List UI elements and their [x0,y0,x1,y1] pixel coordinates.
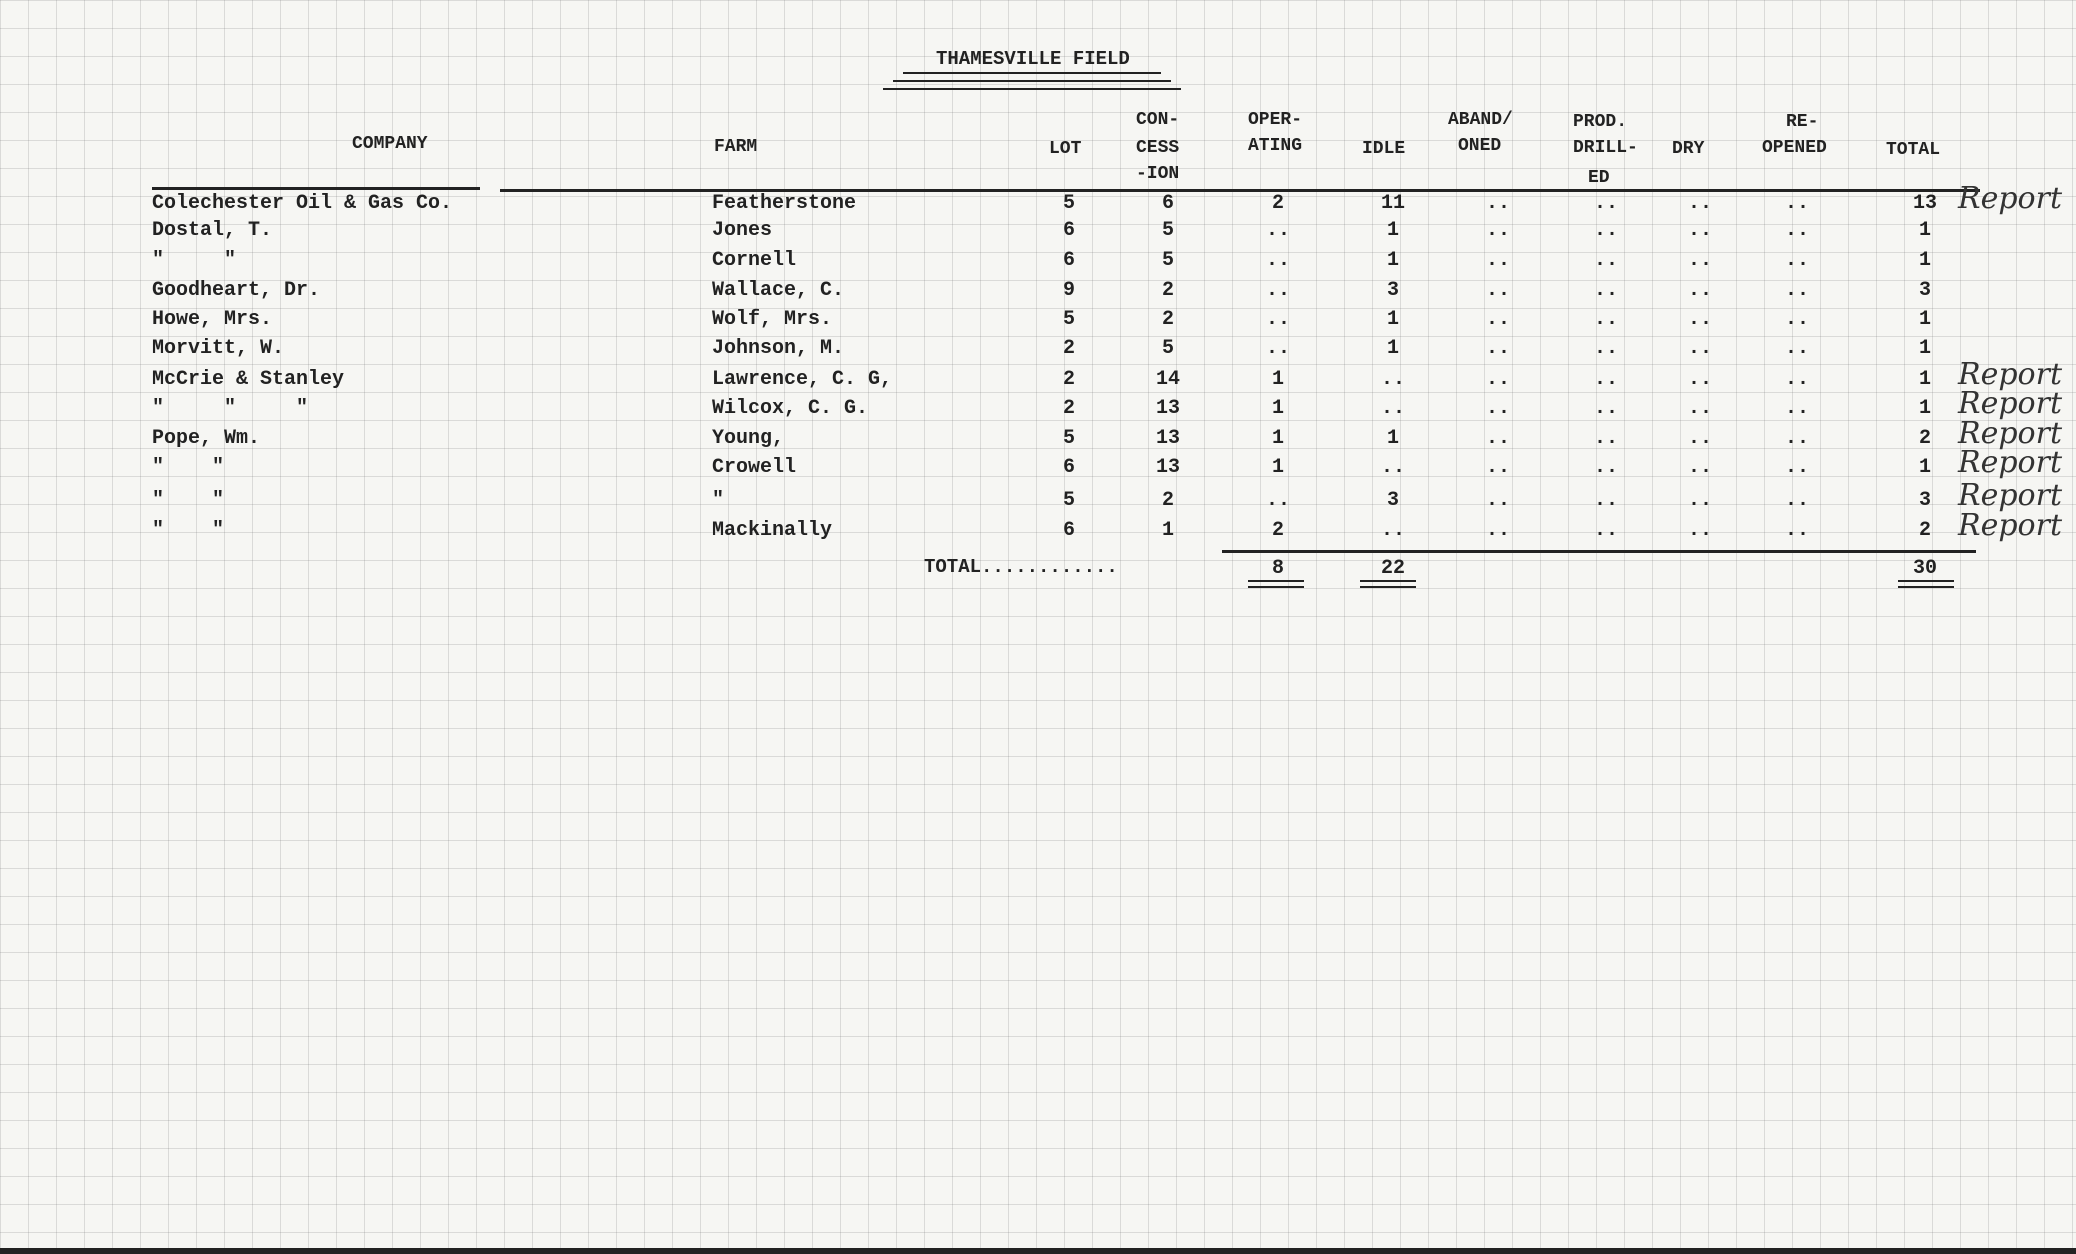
company-cell: Dostal, T. [152,219,273,242]
abandoned-cell: .. [1485,219,1510,242]
reopened-cell: .. [1784,337,1809,360]
lot-cell: 6 [1062,249,1075,272]
prod-drilled-cell: .. [1593,249,1618,272]
totals-operating: 8 [1271,557,1284,580]
abandoned-cell: .. [1485,519,1510,542]
operating-cell: 1 [1271,397,1284,420]
prod-drilled-cell: .. [1593,192,1618,215]
title-underline [893,80,1171,82]
totals-underline-idle [1360,586,1416,588]
header-operating-1: OPER- [1248,110,1303,130]
header-farm: FARM [714,137,758,157]
idle-cell: 1 [1386,308,1399,331]
prod-drilled-cell: .. [1593,519,1618,542]
handwritten-note: Report [1958,445,2063,480]
reopened-cell: .. [1784,397,1809,420]
operating-cell: .. [1265,337,1290,360]
header-prod-drilled-3: ED [1588,168,1610,188]
lot-cell: 9 [1062,279,1075,302]
idle-cell: 3 [1386,489,1399,512]
totals-label: TOTAL............ [924,556,1118,578]
total-cell: 1 [1918,368,1931,391]
reopened-cell: .. [1784,489,1809,512]
total-cell: 1 [1918,337,1931,360]
reopened-cell: .. [1784,279,1809,302]
farm-cell: Wallace, C. [712,279,845,302]
farm-cell: Johnson, M. [712,337,845,360]
operating-cell: .. [1265,279,1290,302]
dry-cell: .. [1687,489,1712,512]
operating-cell: .. [1265,219,1290,242]
idle-cell: .. [1380,519,1405,542]
idle-cell: .. [1380,397,1405,420]
dry-cell: .. [1687,337,1712,360]
totals-idle: 22 [1380,557,1405,580]
company-cell: " " [152,519,225,542]
concession-cell: 13 [1155,456,1180,479]
header-total: TOTAL [1886,140,1941,160]
header-abandoned-1: ABAND/ [1448,110,1513,130]
reopened-cell: .. [1784,456,1809,479]
farm-cell: Young, [712,427,785,450]
total-cell: 3 [1918,279,1931,302]
farm-cell: Cornell [712,249,797,272]
handwritten-note: Report [1958,508,2063,543]
prod-drilled-cell: .. [1593,219,1618,242]
header-concession-1: CON- [1136,110,1180,130]
handwritten-note: Report [1958,357,2063,392]
dry-cell: .. [1687,249,1712,272]
concession-cell: 14 [1155,368,1180,391]
dry-cell: .. [1687,279,1712,302]
concession-cell: 13 [1155,397,1180,420]
abandoned-cell: .. [1485,368,1510,391]
operating-cell: 2 [1271,192,1284,215]
company-cell: " " [152,489,225,512]
lot-cell: 5 [1062,427,1075,450]
concession-cell: 1 [1161,519,1174,542]
header-prod-drilled-1: PROD. [1573,112,1628,132]
header-dry: DRY [1672,139,1705,159]
prod-drilled-cell: .. [1593,427,1618,450]
total-cell: 13 [1912,192,1937,215]
farm-cell: Lawrence, C. G, [712,368,893,391]
abandoned-cell: .. [1485,249,1510,272]
header-abandoned-2: ONED [1458,136,1502,156]
operating-cell: 2 [1271,519,1284,542]
header-concession-3: -ION [1136,164,1180,184]
concession-cell: 5 [1161,337,1174,360]
reopened-cell: .. [1784,368,1809,391]
dry-cell: .. [1687,427,1712,450]
header-reopened-2: OPENED [1762,138,1827,158]
title-underline [903,72,1161,74]
prod-drilled-cell: .. [1593,489,1618,512]
header-lot: LOT [1049,139,1082,159]
reopened-cell: .. [1784,427,1809,450]
totals-underline-idle [1360,580,1416,582]
company-cell: Goodheart, Dr. [152,279,321,302]
operating-cell: 1 [1271,456,1284,479]
lot-cell: 5 [1062,308,1075,331]
abandoned-cell: .. [1485,397,1510,420]
dry-cell: .. [1687,368,1712,391]
concession-cell: 2 [1161,308,1174,331]
total-cell: 3 [1918,489,1931,512]
lot-cell: 2 [1062,368,1075,391]
prod-drilled-cell: .. [1593,368,1618,391]
concession-cell: 6 [1161,192,1174,215]
reopened-cell: .. [1784,219,1809,242]
header-concession-2: CESS [1136,138,1180,158]
company-cell: McCrie & Stanley [152,368,345,391]
page-bottom-edge [0,1248,2076,1254]
dry-cell: .. [1687,192,1712,215]
total-cell: 2 [1918,427,1931,450]
operating-cell: .. [1265,249,1290,272]
abandoned-cell: .. [1485,192,1510,215]
total-cell: 1 [1918,308,1931,331]
farm-cell: Mackinally [712,519,833,542]
idle-cell: .. [1380,368,1405,391]
farm-cell: Jones [712,219,773,242]
idle-cell: .. [1380,456,1405,479]
abandoned-cell: .. [1485,456,1510,479]
farm-cell: Featherstone [712,192,857,215]
abandoned-cell: .. [1485,489,1510,512]
header-reopened-1: RE- [1786,112,1819,132]
lot-cell: 5 [1062,489,1075,512]
concession-cell: 2 [1161,279,1174,302]
header-rule-company [152,187,480,190]
header-company: COMPANY [352,134,428,154]
dry-cell: .. [1687,397,1712,420]
title-underline [883,88,1181,90]
operating-cell: 1 [1271,427,1284,450]
company-cell: Morvitt, W. [152,337,285,360]
total-cell: 1 [1918,456,1931,479]
lot-cell: 2 [1062,397,1075,420]
prod-drilled-cell: .. [1593,279,1618,302]
lot-cell: 2 [1062,337,1075,360]
prod-drilled-cell: .. [1593,397,1618,420]
abandoned-cell: .. [1485,337,1510,360]
operating-cell: .. [1265,489,1290,512]
total-cell: 1 [1918,249,1931,272]
totals-underline-total [1898,586,1954,588]
idle-cell: 1 [1386,427,1399,450]
idle-cell: 11 [1380,192,1405,215]
reopened-cell: .. [1784,308,1809,331]
idle-cell: 1 [1386,249,1399,272]
total-cell: 1 [1918,219,1931,242]
concession-cell: 13 [1155,427,1180,450]
abandoned-cell: .. [1485,427,1510,450]
reopened-cell: .. [1784,249,1809,272]
total-cell: 2 [1918,519,1931,542]
lot-cell: 6 [1062,456,1075,479]
company-cell: Howe, Mrs. [152,308,273,331]
totals-top-rule [1222,550,1976,553]
prod-drilled-cell: .. [1593,308,1618,331]
totals-total: 30 [1912,557,1937,580]
idle-cell: 3 [1386,279,1399,302]
handwritten-note: Report [1958,386,2063,421]
handwritten-note: Report [1958,181,2063,216]
concession-cell: 5 [1161,249,1174,272]
handwritten-note: Report [1958,478,2063,513]
company-cell: " " " [152,397,309,420]
dry-cell: .. [1687,219,1712,242]
lot-cell: 6 [1062,519,1075,542]
farm-cell: Crowell [712,456,797,479]
reopened-cell: .. [1784,192,1809,215]
total-cell: 1 [1918,397,1931,420]
reopened-cell: .. [1784,519,1809,542]
idle-cell: 1 [1386,219,1399,242]
farm-cell: Wilcox, C. G. [712,397,869,420]
dry-cell: .. [1687,456,1712,479]
page-title: THAMESVILLE FIELD [936,48,1130,70]
company-cell: Pope, Wm. [152,427,261,450]
lot-cell: 6 [1062,219,1075,242]
farm-cell: " [712,489,725,512]
abandoned-cell: .. [1485,308,1510,331]
totals-underline-total [1898,580,1954,582]
idle-cell: 1 [1386,337,1399,360]
lot-cell: 5 [1062,192,1075,215]
company-cell: Colechester Oil & Gas Co. [152,192,453,215]
header-prod-drilled-2: DRILL- [1573,138,1638,158]
operating-cell: 1 [1271,368,1284,391]
concession-cell: 2 [1161,489,1174,512]
totals-underline-operating [1248,586,1304,588]
abandoned-cell: .. [1485,279,1510,302]
header-operating-2: ATING [1248,136,1303,156]
prod-drilled-cell: .. [1593,456,1618,479]
totals-underline-operating [1248,580,1304,582]
company-cell: " " [152,456,225,479]
prod-drilled-cell: .. [1593,337,1618,360]
dry-cell: .. [1687,308,1712,331]
company-cell: " " [152,249,237,272]
handwritten-note: Report [1958,416,2063,451]
farm-cell: Wolf, Mrs. [712,308,833,331]
operating-cell: .. [1265,308,1290,331]
concession-cell: 5 [1161,219,1174,242]
header-idle: IDLE [1362,139,1406,159]
dry-cell: .. [1687,519,1712,542]
